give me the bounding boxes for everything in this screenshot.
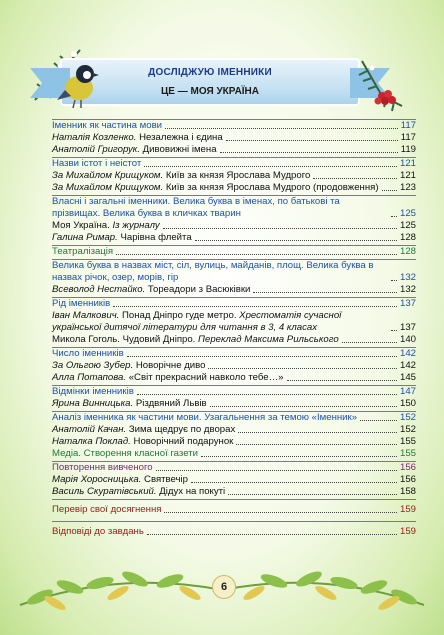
toc-entry[interactable]: Моя Україна. Із журналу 125	[52, 220, 416, 231]
toc-entry[interactable]: Наталія Козленко. Незалежна і єдина 117	[52, 132, 416, 143]
toc-section[interactable]: Театралізація 128	[52, 246, 416, 257]
toc-entry[interactable]: Анатолій Качан. Зима щедрує по дворах 152	[52, 424, 416, 435]
toc-section[interactable]: Перевір свої досягнення 159	[52, 504, 416, 515]
toc-entry[interactable]: Наталка Поклад. Новорічний подарунок 155	[52, 436, 416, 447]
toc-section[interactable]: Велика буква в назвах міст, сіл, вулиць, майданів, площ. Велика буква в назвах річок, озер, морів, гір 132	[52, 260, 416, 283]
toc-entry[interactable]: Микола Гоголь. Чудовий Дніпро. Переклад Максима Рильського 140	[52, 334, 416, 345]
toc-entry[interactable]: Ярина Винницька. Різдвяний Львів 150	[52, 398, 416, 409]
header-title: ДОСЛІДЖУЮ ІМЕННИКИ	[148, 67, 272, 78]
toc-section[interactable]: Число іменників 142	[52, 348, 416, 359]
titmouse-bird-icon	[55, 60, 99, 110]
toc-entry[interactable]: За Михайлом Крищуком. Київ за князя Ярослава Мудрого (продовження) 123	[52, 182, 416, 193]
toc-section[interactable]: Власні і загальні іменники. Велика буква в іменах, по батькові та прізвищах. Велика буква в кличках тварин 125	[52, 196, 416, 219]
toc-section[interactable]: Рід іменників 137	[52, 298, 416, 309]
header-subtitle: ЦЕ — МОЯ УКРАЇНА	[160, 86, 259, 97]
rowan-berries-icon	[352, 56, 412, 116]
toc-section[interactable]: Відповіді до завдань 159	[52, 526, 416, 537]
toc-entry[interactable]: Всеволод Нестайко. Тореадори з Васюківки 132	[52, 284, 416, 295]
toc-entry[interactable]: Анатолій Григорук. Дивовижні імена 119	[52, 144, 416, 155]
toc-section[interactable]: Медіа. Створення класної газети 155	[52, 448, 416, 459]
toc-entry[interactable]: За Михайлом Крищуком. Київ за князя Ярослава Мудрого 121	[52, 170, 416, 181]
toc-entry[interactable]: Марія Хоросницька. Святвечір 156	[52, 474, 416, 485]
toc-entry[interactable]: Василь Скуратівський. Дідух на покуті 158	[52, 486, 416, 497]
toc-entry[interactable]: Іван Малкович. Понад Дніпро гуде метро. Хрестоматія сучасної української дитячої літератури для читання в 3, 4 класах 137	[52, 310, 416, 333]
toc-section[interactable]: Повторення вивченого 156	[52, 462, 416, 473]
page-number: 6	[212, 575, 236, 599]
toc-section[interactable]: Назви істот і неістот 121	[52, 158, 416, 169]
toc-entry[interactable]: За Ольгою Зубер. Новорічне диво 142	[52, 360, 416, 371]
toc-section[interactable]: Аналіз іменника як частини мови. Узагальнення за темою «Іменник» 152	[52, 412, 416, 423]
header-banner	[60, 58, 360, 106]
table-of-contents	[52, 118, 416, 538]
toc-entry[interactable]: Галина Римар. Чарівна флейта 128	[52, 232, 416, 243]
toc-section[interactable]: Відмінки іменників 147	[52, 386, 416, 397]
toc-section[interactable]: Іменник як частина мови 117	[52, 120, 416, 131]
toc-entry[interactable]: Алла Потапова. «Світ прекрасний навколо тебе…» 145	[52, 372, 416, 383]
